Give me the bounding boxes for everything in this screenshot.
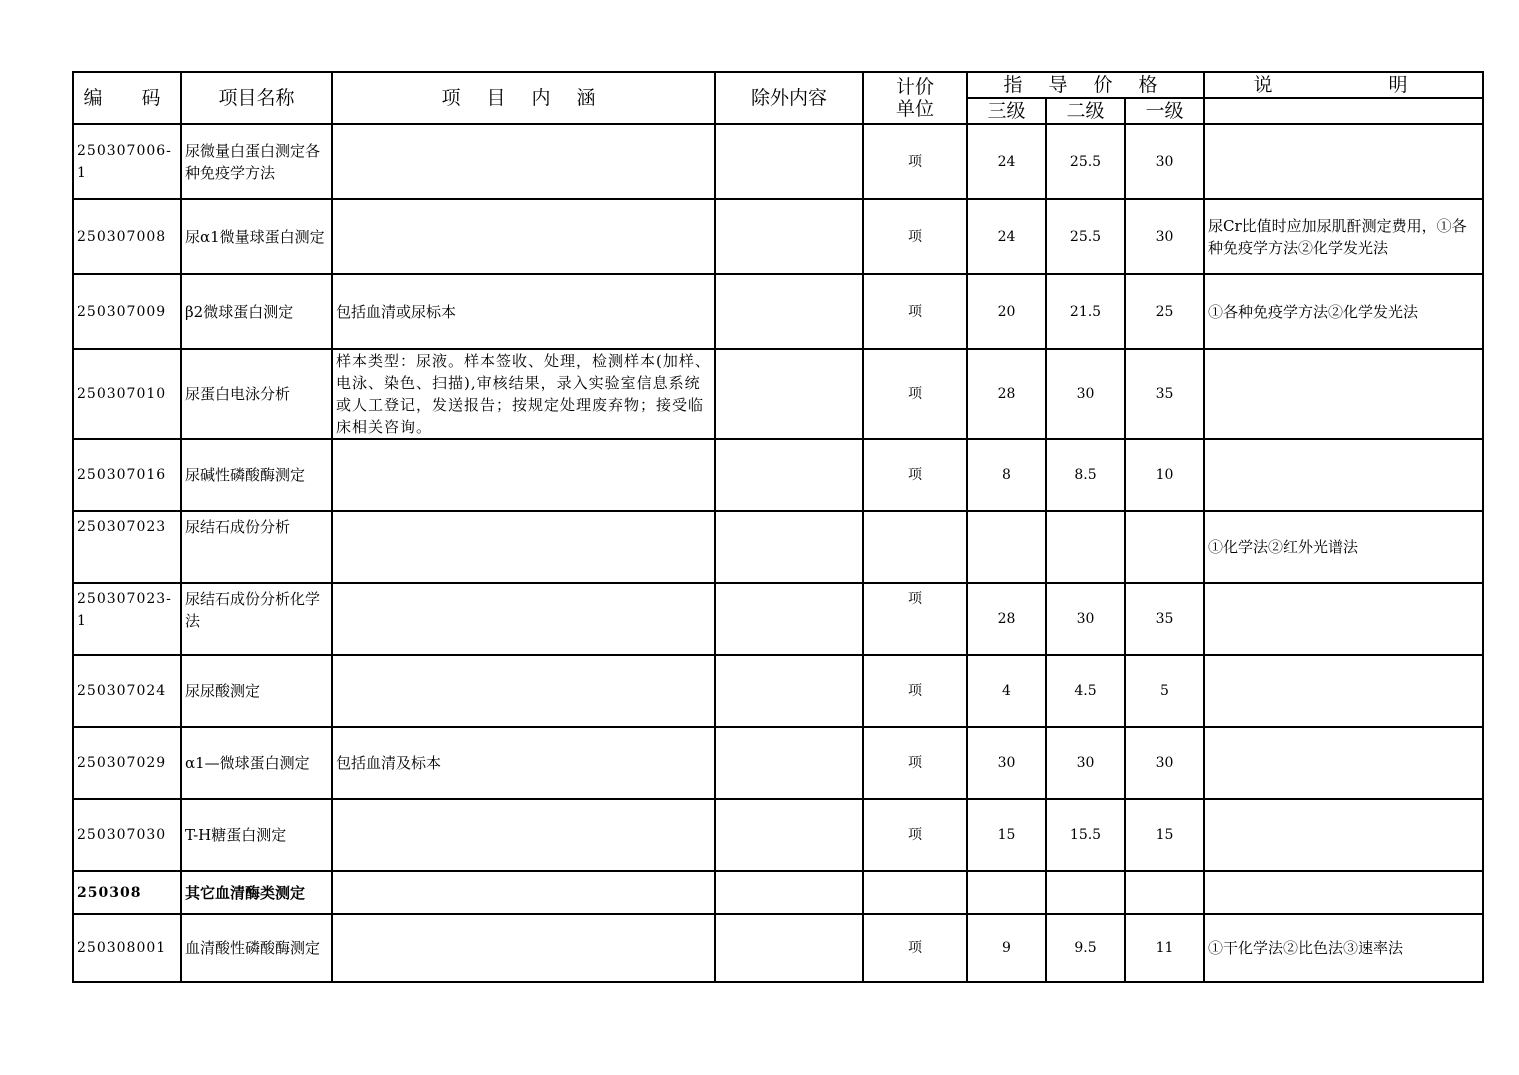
cell-excluded — [715, 349, 863, 439]
cell-price-level3: 30 — [967, 727, 1046, 799]
table-row — [73, 583, 1483, 655]
cell-price-level1: 11 — [1125, 914, 1204, 982]
cell-excluded — [715, 439, 863, 511]
cell-content — [332, 199, 715, 274]
header-note: 说 明 — [1204, 72, 1483, 98]
cell-excluded — [715, 914, 863, 982]
cell-price-level2: 21.5 — [1046, 274, 1125, 349]
cell-price-level1: 30 — [1125, 124, 1204, 199]
cell-price-level2: 15.5 — [1046, 799, 1125, 871]
cell-content — [332, 583, 715, 655]
cell-price-level2: 30 — [1046, 583, 1125, 655]
cell-name: 尿微量白蛋白测定各种免疫学方法 — [181, 124, 332, 199]
cell-note: ①化学法②红外光谱法 — [1204, 511, 1483, 583]
table-row — [73, 274, 1483, 349]
cell-price-level3: 24 — [967, 199, 1046, 274]
cell-unit: 项 — [863, 274, 967, 349]
cell-price-level1 — [1125, 511, 1204, 583]
cell-name: 尿α1微量球蛋白测定 — [181, 199, 332, 274]
header-code: 编 码 — [73, 72, 181, 124]
cell-content — [332, 799, 715, 871]
cell-note: 尿Cr比值时应加尿肌酐测定费用，①各种免疫学方法②化学发光法 — [1204, 199, 1483, 274]
cell-unit: 项 — [863, 914, 967, 982]
cell-code: 250307030 — [73, 799, 181, 871]
cell-content — [332, 871, 715, 914]
cell-content-text: 样本类型：尿液。样本签收、处理，检测样本(加样、电泳、染色、扫描),审核结果，录入实验室信息系统或人工登记，发送报告；按规定处理废弃物；接受临床相关咨询。 — [336, 352, 711, 436]
header-level3: 三级 — [967, 98, 1046, 124]
table-row — [73, 914, 1483, 982]
table-row — [73, 349, 1483, 439]
cell-excluded — [715, 583, 863, 655]
header-price-group: 指 导 价 格 — [967, 72, 1204, 98]
cell-name: 尿结石成份分析化学法 — [181, 583, 332, 655]
cell-content: 包括血清或尿标本 — [332, 274, 715, 349]
cell-price-level3: 8 — [967, 439, 1046, 511]
cell-code: 250308 — [73, 871, 181, 914]
cell-note — [1204, 583, 1483, 655]
cell-content — [332, 349, 715, 439]
cell-code: 250307010 — [73, 349, 181, 439]
cell-price-level3: 20 — [967, 274, 1046, 349]
cell-code: 250307009 — [73, 274, 181, 349]
cell-unit — [863, 871, 967, 914]
cell-price-level2: 25.5 — [1046, 124, 1125, 199]
cell-excluded — [715, 727, 863, 799]
cell-note — [1204, 124, 1483, 199]
cell-excluded — [715, 871, 863, 914]
cell-name: 血清酸性磷酸酶测定 — [181, 914, 332, 982]
table-row — [73, 655, 1483, 727]
cell-price-level1: 10 — [1125, 439, 1204, 511]
cell-price-level1: 30 — [1125, 727, 1204, 799]
cell-unit — [863, 511, 967, 583]
cell-note — [1204, 349, 1483, 439]
cell-unit: 项 — [863, 349, 967, 439]
cell-content — [332, 124, 715, 199]
table-row — [73, 124, 1483, 199]
cell-price-level3: 15 — [967, 799, 1046, 871]
cell-excluded — [715, 199, 863, 274]
cell-content — [332, 439, 715, 511]
cell-content: 包括血清及标本 — [332, 727, 715, 799]
cell-unit: 项 — [863, 727, 967, 799]
cell-content — [332, 655, 715, 727]
cell-name: 尿结石成份分析 — [181, 511, 332, 583]
header-excluded: 除外内容 — [715, 72, 863, 124]
cell-code: 250307024 — [73, 655, 181, 727]
cell-content — [332, 511, 715, 583]
cell-name: T-H糖蛋白测定 — [181, 799, 332, 871]
table-row — [73, 199, 1483, 274]
cell-name: β2微球蛋白测定 — [181, 274, 332, 349]
cell-note — [1204, 655, 1483, 727]
cell-price-level2: 4.5 — [1046, 655, 1125, 727]
cell-price-level2 — [1046, 871, 1125, 914]
price-table — [72, 71, 1484, 983]
cell-price-level2: 9.5 — [1046, 914, 1125, 982]
header-level2: 二级 — [1046, 98, 1125, 124]
cell-price-level1: 25 — [1125, 274, 1204, 349]
table-row — [73, 799, 1483, 871]
cell-note — [1204, 439, 1483, 511]
header-name: 项目名称 — [181, 72, 332, 124]
cell-price-level1: 35 — [1125, 583, 1204, 655]
table-row — [73, 727, 1483, 799]
cell-unit: 项 — [863, 199, 967, 274]
cell-note — [1204, 871, 1483, 914]
cell-unit: 项 — [863, 655, 967, 727]
cell-price-level1: 5 — [1125, 655, 1204, 727]
cell-name: 尿尿酸测定 — [181, 655, 332, 727]
cell-price-level1 — [1125, 871, 1204, 914]
cell-content — [332, 914, 715, 982]
cell-price-level3: 4 — [967, 655, 1046, 727]
cell-code: 250307029 — [73, 727, 181, 799]
header-level1: 一级 — [1125, 98, 1204, 124]
cell-price-level2: 30 — [1046, 727, 1125, 799]
header-unit — [863, 72, 967, 124]
cell-code: 250307016 — [73, 439, 181, 511]
cell-price-level1: 15 — [1125, 799, 1204, 871]
cell-price-level2 — [1046, 511, 1125, 583]
cell-price-level3: 9 — [967, 914, 1046, 982]
cell-price-level2: 8.5 — [1046, 439, 1125, 511]
cell-note: ①各种免疫学方法②化学发光法 — [1204, 274, 1483, 349]
cell-price-level3: 24 — [967, 124, 1046, 199]
header-unit-line2: 单位 — [895, 98, 934, 120]
cell-unit: 项 — [863, 799, 967, 871]
cell-price-level1: 35 — [1125, 349, 1204, 439]
cell-unit: 项 — [863, 439, 967, 511]
cell-note — [1204, 727, 1483, 799]
cell-excluded — [715, 655, 863, 727]
cell-code: 250307008 — [73, 199, 181, 274]
section-row — [73, 871, 1483, 914]
cell-price-level2: 30 — [1046, 349, 1125, 439]
cell-name: 尿碱性磷酸酶测定 — [181, 439, 332, 511]
cell-price-level3 — [967, 511, 1046, 583]
cell-note: ①干化学法②比色法③速率法 — [1204, 914, 1483, 982]
cell-name: α1—微球蛋白测定 — [181, 727, 332, 799]
cell-name: 尿蛋白电泳分析 — [181, 349, 332, 439]
header-content: 项 目 内 涵 — [332, 72, 715, 124]
cell-excluded — [715, 511, 863, 583]
cell-excluded — [715, 799, 863, 871]
cell-price-level1: 30 — [1125, 199, 1204, 274]
header-unit-line1: 计价 — [895, 76, 934, 98]
cell-note — [1204, 799, 1483, 871]
cell-unit: 项 — [863, 124, 967, 199]
cell-price-level2: 25.5 — [1046, 199, 1125, 274]
cell-name: 其它血清酶类测定 — [181, 871, 332, 914]
cell-code: 250308001 — [73, 914, 181, 982]
cell-code: 250307006-1 — [73, 124, 181, 199]
cell-excluded — [715, 124, 863, 199]
table-row — [73, 511, 1483, 583]
cell-code: 250307023 — [73, 511, 181, 583]
cell-code: 250307023-1 — [73, 583, 181, 655]
cell-price-level3 — [967, 871, 1046, 914]
cell-price-level3: 28 — [967, 583, 1046, 655]
cell-excluded — [715, 274, 863, 349]
cell-price-level3: 28 — [967, 349, 1046, 439]
header-note-blank — [1204, 98, 1483, 124]
cell-unit: 项 — [863, 583, 967, 655]
table-row — [73, 439, 1483, 511]
